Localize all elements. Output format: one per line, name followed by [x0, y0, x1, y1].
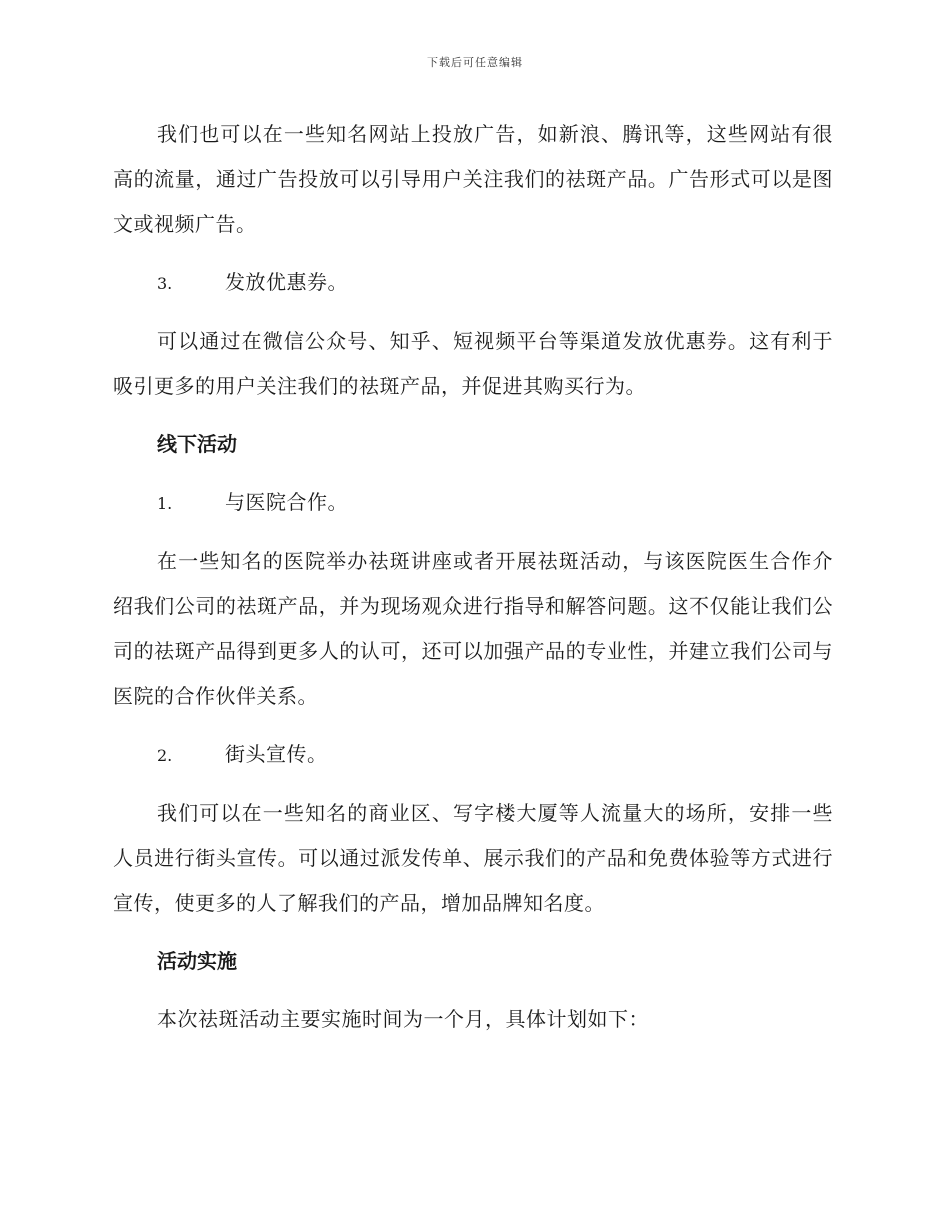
paragraph-online-ads: 我们也可以在一些知名网站上投放广告，如新浪、腾讯等，这些网站有很高的流量，通过广告投放可以引导用户关注我们的祛斑产品。广告形式可以是图文或视频广告。 — [113, 122, 833, 236]
paragraph-street: 我们可以在一些知名的商业区、写字楼大厦等人流量大的场所，安排一些人员进行街头宣传。可以通过派发传单、展示我们的产品和免费体验等方式进行宣传，使更多的人了解我们的产品，增加品牌知名度。 — [113, 801, 833, 915]
list-number: 3. — [157, 274, 173, 293]
list-item-street — [113, 732, 833, 778]
list-number: 2. — [157, 746, 173, 765]
page-header: 下载后可任意编辑 — [427, 56, 523, 69]
document-body — [113, 112, 833, 1055]
list-text: 街头宣传。 — [225, 742, 328, 766]
heading-implementation: 活动实施 — [157, 949, 237, 973]
list-item-hospital — [113, 480, 833, 526]
list-number: 1. — [157, 494, 173, 513]
heading-offline-activities: 线下活动 — [157, 432, 237, 456]
paragraph-coupons: 可以通过在微信公众号、知乎、短视频平台等渠道发放优惠券。这有利于吸引更多的用户关注我们的祛斑产品，并促进其购买行为。 — [113, 329, 833, 398]
list-item-coupons — [113, 260, 833, 306]
paragraph-implementation: 本次祛斑活动主要实施时间为一个月，具体计划如下： — [157, 1007, 649, 1031]
list-text: 发放优惠券。 — [225, 270, 348, 294]
paragraph-hospital: 在一些知名的医院举办祛斑讲座或者开展祛斑活动，与该医院医生合作介绍我们公司的祛斑产品，并为现场观众进行指导和解答问题。这不仅能让我们公司的祛斑产品得到更多人的认可，还可以加强产品的专业性，并建立我们公司与医院的合作伙伴关系。 — [113, 549, 833, 708]
list-text: 与医院合作。 — [225, 490, 348, 514]
